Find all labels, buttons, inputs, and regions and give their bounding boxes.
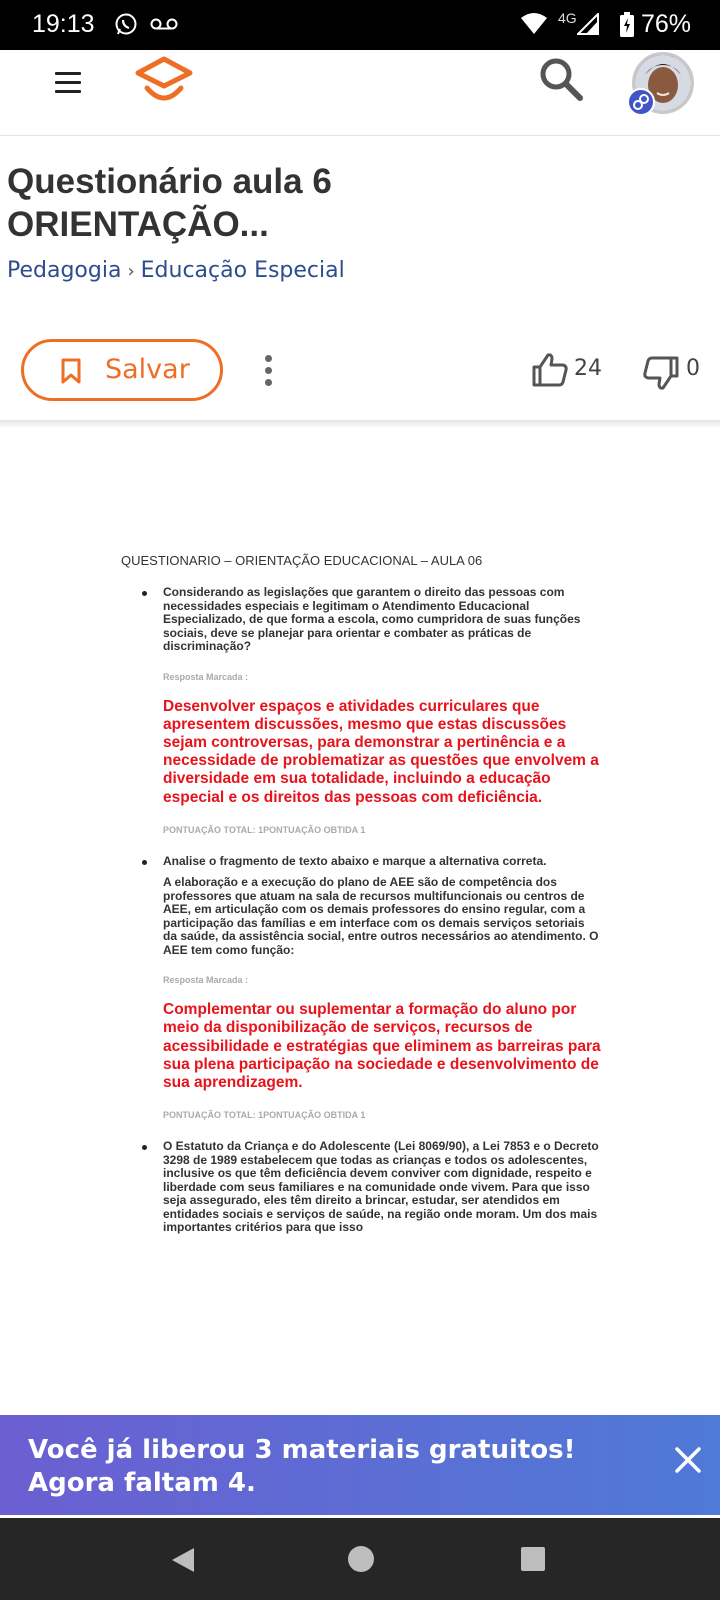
banner-text: Você já liberou 3 materiais gratuitos! Agora faltam 4. bbox=[28, 1435, 576, 1498]
score-line: PONTUAÇÃO TOTAL: 1PONTUAÇÃO OBTIDA 1 bbox=[163, 1110, 366, 1121]
signal-icon bbox=[577, 13, 599, 35]
menu-icon[interactable] bbox=[55, 72, 81, 94]
search-icon[interactable] bbox=[538, 56, 584, 102]
question-item bbox=[121, 855, 601, 1121]
network-type: 4G bbox=[558, 10, 577, 26]
question-text: Analise o fragmento de texto abaixo e marque a alternativa correta. bbox=[163, 853, 547, 868]
chevron-right-icon: › bbox=[127, 261, 135, 282]
document-title: QUESTIONARIO – ORIENTAÇÃO EDUCACIONAL – AULA 06 bbox=[121, 553, 483, 568]
status-time: 19:13 bbox=[32, 10, 95, 38]
recents-icon[interactable] bbox=[521, 1547, 545, 1571]
logo-icon[interactable] bbox=[135, 56, 193, 106]
question-text: O Estatuto da Criança e do Adolescente (Lei 8069/90), a Lei 7853 e o Decreto 3298 de 1989 estabelecem que todas as crianças e todos os adolescentes, inclusive os que têm deficiência devem conviver com dignidade, respeito e liberdade com seus familiares e na comunidade onde vivem. Para que isso seja assegurado, eles têm direito a brincar, estudar, ser atendidos em entidades sociais e serviços de saúde, na região onde moram. Um dos mais importantes critérios para que isso bbox=[163, 1139, 599, 1235]
free-materials-banner bbox=[0, 1415, 720, 1515]
question-item bbox=[121, 1140, 601, 1235]
bookmark-icon bbox=[60, 357, 82, 385]
score-line: PONTUAÇÃO TOTAL: 1PONTUAÇÃO OBTIDA 1 bbox=[163, 824, 366, 835]
whatsapp-icon bbox=[114, 12, 138, 36]
header-card-shadow bbox=[0, 420, 720, 428]
thumbs-down-icon[interactable] bbox=[642, 355, 680, 391]
marked-answer: Complementar ou suplementar a formação do aluno por meio da disponibilização de serviços, recursos de acessibilidade e estratégias que eliminem as barreiras para sua plena participação na sociedade e desenvolvimento de sua aprendizagem. bbox=[163, 1001, 601, 1092]
document-page bbox=[121, 553, 601, 1255]
breadcrumb-item-pedagogia[interactable]: Pedagogia bbox=[7, 258, 122, 283]
question-text: Considerando as legislações que garantem o direito das pessoas com necessidades especiais e legitimam o Atendimento Educacional Especializado, de que forma a escola, como cumpridora de suas funções sociais, deve se planejar para orientar e combater as práticas de discriminação? bbox=[163, 585, 581, 653]
dislike-count: 0 bbox=[686, 356, 700, 381]
battery-icon bbox=[620, 12, 634, 37]
breadcrumb-item-educacao-especial[interactable]: Educação Especial bbox=[140, 258, 345, 283]
status-bar bbox=[0, 0, 720, 50]
close-icon[interactable] bbox=[673, 1445, 703, 1475]
system-nav-bar bbox=[0, 1518, 720, 1600]
breadcrumb bbox=[7, 258, 345, 283]
answer-label: Resposta Marcada : bbox=[163, 671, 249, 682]
app-bar bbox=[0, 50, 720, 136]
bullet-icon bbox=[142, 1145, 147, 1150]
more-options-icon[interactable] bbox=[265, 355, 273, 387]
back-icon[interactable] bbox=[170, 1546, 196, 1574]
like-count: 24 bbox=[574, 356, 602, 381]
bullet-icon bbox=[142, 860, 147, 865]
page-title: Questionário aula 6 ORIENTAÇÃO... bbox=[7, 162, 332, 244]
bullet-icon bbox=[142, 591, 147, 596]
thumbs-up-icon[interactable] bbox=[531, 352, 569, 388]
battery-level: 76% bbox=[641, 10, 692, 38]
badge-icon bbox=[627, 88, 655, 116]
answer-label: Resposta Marcada : bbox=[163, 975, 249, 986]
save-button[interactable] bbox=[21, 339, 223, 401]
wifi-icon bbox=[520, 12, 548, 36]
marked-answer: Desenvolver espaços e atividades curriculares que apresentem discussões, mesmo que estas discussões sejam controversas, para demonstrar a pertinência e a necessidade de problematizar as questões que envolvem a diversidade em sua totalidade, incluindo a educação especial e os direitos das pessoas com deficiência. bbox=[163, 697, 599, 806]
voicemail-icon bbox=[150, 17, 178, 31]
home-icon[interactable] bbox=[348, 1546, 374, 1572]
save-label: Salvar bbox=[105, 354, 190, 385]
question-item bbox=[121, 586, 601, 835]
question-fragment: A elaboração e a execução do plano de AEE são de competência dos professores que atuam na sala de recursos multifuncionais ou centros de AEE, em articulação com os demais professores do ensino regular, com a participação das famílias e em interface com os demais serviços setoriais da saúde, da assistência social, entre outros necessários ao atendimento. O AEE tem como função: bbox=[163, 875, 599, 957]
